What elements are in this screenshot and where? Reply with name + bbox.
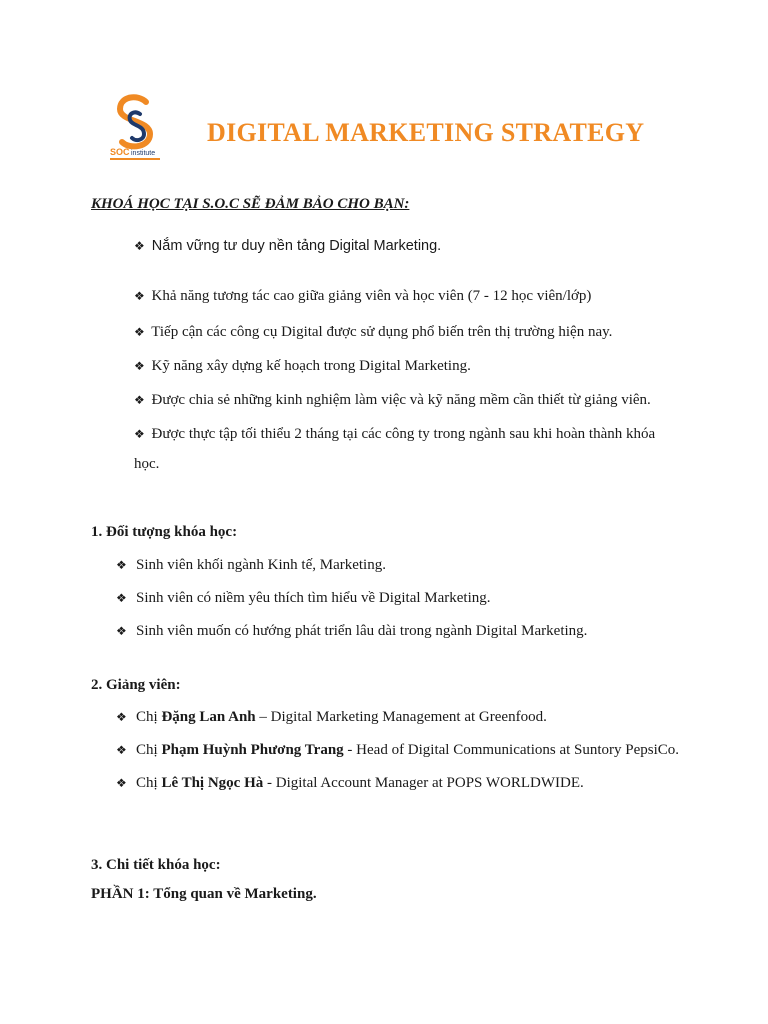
diamond-bullet-icon: ❖ [116,591,127,605]
list-item: ❖ Sinh viên có niềm yêu thích tìm hiểu về Digital Marketing. [116,583,681,613]
course-details-heading: 3. Chi tiết khóa học: [91,857,221,873]
list-item: ❖ Sinh viên khối ngành Kinh tế, Marketing. [116,550,681,580]
diamond-bullet-icon: ❖ [134,239,145,253]
lecturers-heading: 2. Giảng viên: [91,677,181,693]
diamond-bullet-icon: ❖ [116,776,127,790]
part-1-heading: PHẦN 1: Tổng quan về Marketing. [91,886,317,902]
svg-text:institute: institute [131,150,156,157]
lecturer-name: Phạm Huỳnh Phương Trang [161,742,344,758]
lecturer-item: ❖ Chị Lê Thị Ngọc Hà - Digital Account Manager at POPS WORLDWIDE. [116,768,681,798]
benefit-item: ❖ Được thực tập tối thiểu 2 tháng tại các công ty trong ngành sau khi hoàn thành khóa học. [134,426,656,472]
diamond-bullet-icon: ❖ [116,743,127,757]
diamond-bullet-icon: ❖ [134,325,145,339]
lecturer-item: ❖ Chị Phạm Huỳnh Phương Trang - Head of Digital Communications at Suntory PepsiCo. [116,735,681,765]
benefit-item: ❖ Kỹ năng xây dựng kế hoạch trong Digital Marketing. [134,358,471,374]
benefits-list [134,231,679,492]
svg-text:SOC: SOC [110,147,130,157]
soc-institute-logo [108,92,164,162]
benefit-item: ❖ Được chia sẻ những kinh nghiệm làm việc và kỹ năng mềm cần thiết từ giảng viên. [134,392,651,408]
audience-heading: 1. Đối tượng khóa học: [91,524,238,540]
diamond-bullet-icon: ❖ [116,624,127,638]
lecturer-name: Lê Thị Ngọc Hà [161,775,264,791]
diamond-bullet-icon: ❖ [134,289,145,303]
lecturers-list [116,702,681,801]
benefit-item: ❖ Tiếp cận các công cụ Digital được sử dụng phổ biến trên thị trường hiện nay. [134,324,613,340]
audience-list [116,550,681,649]
benefit-item: ❖ Khả năng tương tác cao giữa giảng viên và học viên (7 - 12 học viên/lớp) [134,288,592,304]
diamond-bullet-icon: ❖ [116,558,127,572]
diamond-bullet-icon: ❖ [134,359,145,373]
lecturer-item: ❖ Chị Đặng Lan Anh – Digital Marketing Management at Greenfood. [116,702,681,732]
document-title: DIGITAL MARKETING STRATEGY [207,118,645,147]
benefits-heading: KHOÁ HỌC TẠI S.O.C SẼ ĐẢM BẢO CHO BẠN: [91,196,410,212]
list-item: ❖ Sinh viên muốn có hướng phát triển lâu dài trong ngành Digital Marketing. [116,616,681,646]
diamond-bullet-icon: ❖ [134,427,145,441]
diamond-bullet-icon: ❖ [134,393,145,407]
benefit-item: ❖ Nắm vững tư duy nền tảng Digital Marketing. [134,238,442,254]
lecturer-name: Đặng Lan Anh [161,709,256,725]
diamond-bullet-icon: ❖ [116,710,127,724]
